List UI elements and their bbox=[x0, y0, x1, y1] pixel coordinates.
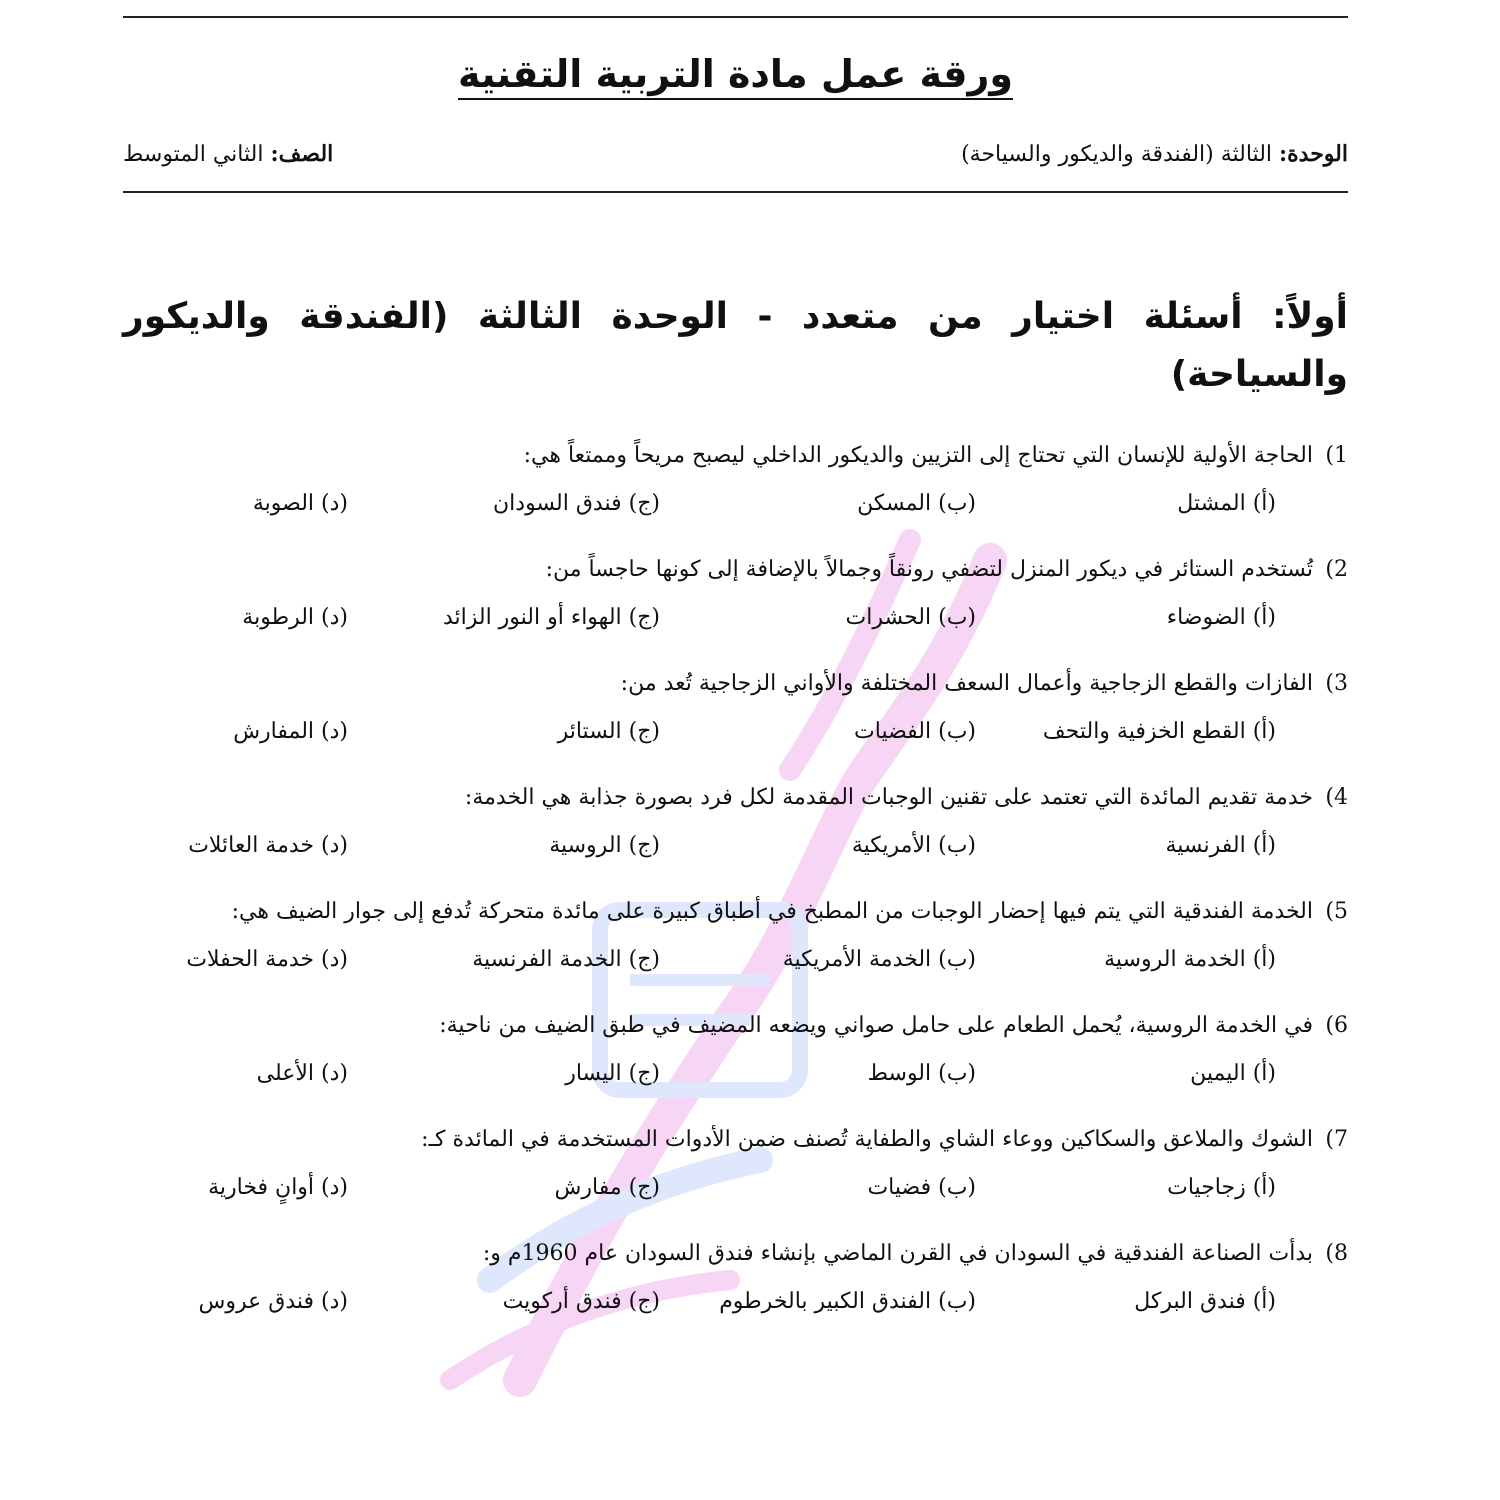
question-item bbox=[123, 660, 1348, 756]
answer-option-d[interactable]: (د) الرطوبة bbox=[242, 605, 348, 630]
question-text bbox=[123, 432, 1348, 480]
answer-option-d[interactable]: (د) فندق عروس bbox=[198, 1289, 348, 1314]
question-item bbox=[123, 1116, 1348, 1212]
question-item bbox=[123, 1230, 1348, 1326]
answer-options bbox=[123, 936, 1348, 984]
answer-option-a[interactable]: (أ) الفرنسية bbox=[1165, 833, 1276, 858]
answer-option-b[interactable]: (ب) الفندق الكبير بالخرطوم bbox=[719, 1289, 976, 1314]
question-text bbox=[123, 546, 1348, 594]
question-body: الخدمة الفندقية التي يتم فيها إحضار الوجبات من المطبخ في أطباق كبيرة على مائدة متحركة تُدفع إلى جوار الضيف هي: bbox=[231, 899, 1313, 924]
answer-options bbox=[123, 1278, 1348, 1326]
answer-option-a[interactable]: (أ) الضوضاء bbox=[1166, 605, 1276, 630]
question-item bbox=[123, 1002, 1348, 1098]
answer-option-d[interactable]: (د) أوانٍ فخارية bbox=[208, 1175, 348, 1200]
question-text bbox=[123, 774, 1348, 822]
question-body: الحاجة الأولية للإنسان التي تحتاج إلى التزيين والديكور الداخلي ليصبح مريحاً وممتعاً هي: bbox=[523, 443, 1313, 468]
grade-value: الثاني المتوسط bbox=[123, 142, 264, 167]
answer-option-c[interactable]: (ج) فندق أركويت bbox=[502, 1289, 660, 1314]
question-number: 7) bbox=[1325, 1127, 1348, 1152]
question-body: خدمة تقديم المائدة التي تعتمد على تقنين الوجبات المقدمة لكل فرد بصورة جذابة هي الخدمة: bbox=[464, 785, 1313, 810]
question-number: 3) bbox=[1325, 671, 1348, 696]
question-body: في الخدمة الروسية، يُحمل الطعام على حامل صواني ويضعه المضيف في طبق الضيف من ناحية: bbox=[439, 1013, 1313, 1038]
question-text bbox=[123, 1002, 1348, 1050]
worksheet-title bbox=[123, 48, 1348, 100]
answer-option-a[interactable]: (أ) القطع الخزفية والتحف bbox=[1042, 719, 1276, 744]
answer-option-c[interactable]: (ج) مفارش bbox=[554, 1175, 660, 1200]
question-body: بدأت الصناعة الفندقية في السودان في القرن الماضي بإنشاء فندق السودان عام 1960م و: bbox=[482, 1241, 1313, 1266]
answer-options bbox=[123, 1164, 1348, 1212]
answer-option-b[interactable]: (ب) المسكن bbox=[857, 491, 976, 516]
answer-option-b[interactable]: (ب) الوسط bbox=[867, 1061, 976, 1086]
answer-options bbox=[123, 1050, 1348, 1098]
answer-option-c[interactable]: (ج) اليسار bbox=[565, 1061, 660, 1086]
answer-option-c[interactable]: (ج) الستائر bbox=[557, 719, 660, 744]
question-body: الشوك والملاعق والسكاكين ووعاء الشاي والطفاية تُصنف ضمن الأدوات المستخدمة في المائدة كـ: bbox=[421, 1127, 1313, 1152]
answer-options bbox=[123, 708, 1348, 756]
question-item bbox=[123, 432, 1348, 528]
question-item bbox=[123, 546, 1348, 642]
section-heading: أولاً: أسئلة اختيار من متعدد - الوحدة الثالثة (الفندقة والديكور والسياحة) bbox=[123, 296, 1348, 395]
unit-label: الوحدة: bbox=[1279, 141, 1348, 167]
answer-option-c[interactable]: (ج) الروسية bbox=[549, 833, 660, 858]
question-text bbox=[123, 1230, 1348, 1278]
answer-options bbox=[123, 480, 1348, 528]
question-number: 4) bbox=[1325, 785, 1348, 810]
answer-option-b[interactable]: (ب) فضيات bbox=[867, 1175, 976, 1200]
answer-option-a[interactable]: (أ) اليمين bbox=[1190, 1061, 1276, 1086]
answer-option-b[interactable]: (ب) الحشرات bbox=[845, 605, 976, 630]
answer-options bbox=[123, 822, 1348, 870]
worksheet-meta bbox=[123, 134, 1348, 174]
answer-option-a[interactable]: (أ) الخدمة الروسية bbox=[1104, 947, 1276, 972]
question-number: 8) bbox=[1325, 1241, 1348, 1266]
answer-option-c[interactable]: (ج) الخدمة الفرنسية bbox=[472, 947, 660, 972]
answer-option-c[interactable]: (ج) فندق السودان bbox=[493, 491, 660, 516]
question-text bbox=[123, 888, 1348, 936]
header-rule bbox=[123, 191, 1348, 193]
top-rule bbox=[123, 16, 1348, 18]
answer-option-b[interactable]: (ب) الخدمة الأمريكية bbox=[782, 947, 976, 972]
answer-option-b[interactable]: (ب) الأمريكية bbox=[851, 833, 976, 858]
worksheet-page bbox=[123, 0, 1348, 1500]
answer-option-b[interactable]: (ب) الفضيات bbox=[854, 719, 976, 744]
worksheet-title-text: ورقة عمل مادة التربية التقنية bbox=[458, 52, 1013, 100]
answer-option-d[interactable]: (د) خدمة الحفلات bbox=[186, 947, 348, 972]
questions-list bbox=[123, 432, 1348, 1344]
question-number: 2) bbox=[1325, 557, 1348, 582]
question-number: 1) bbox=[1325, 443, 1348, 468]
question-text bbox=[123, 1116, 1348, 1164]
answer-option-d[interactable]: (د) المفارش bbox=[233, 719, 348, 744]
answer-option-a[interactable]: (أ) المشتل bbox=[1177, 491, 1276, 516]
answer-option-a[interactable]: (أ) زجاجيات bbox=[1167, 1175, 1276, 1200]
grade-info bbox=[123, 134, 333, 175]
question-item bbox=[123, 774, 1348, 870]
question-text bbox=[123, 660, 1348, 708]
question-item bbox=[123, 888, 1348, 984]
unit-info bbox=[961, 134, 1348, 175]
question-body: تُستخدم الستائر في ديكور المنزل لتضفي رونقاً وجمالاً بالإضافة إلى كونها حاجساً من: bbox=[545, 557, 1313, 582]
unit-value: الثالثة (الفندقة والديكور والسياحة) bbox=[961, 142, 1273, 167]
answer-option-d[interactable]: (د) الأعلى bbox=[256, 1061, 348, 1086]
answer-options bbox=[123, 594, 1348, 642]
answer-option-d[interactable]: (د) خدمة العائلات bbox=[188, 833, 348, 858]
question-number: 5) bbox=[1325, 899, 1348, 924]
question-number: 6) bbox=[1325, 1013, 1348, 1038]
answer-option-c[interactable]: (ج) الهواء أو النور الزائد bbox=[442, 605, 660, 630]
question-body: الفازات والقطع الزجاجية وأعمال السعف المختلفة والأواني الزجاجية تُعد من: bbox=[620, 671, 1313, 696]
grade-label: الصف: bbox=[270, 141, 334, 167]
answer-option-d[interactable]: (د) الصوبة bbox=[252, 491, 348, 516]
answer-option-a[interactable]: (أ) فندق البركل bbox=[1134, 1289, 1276, 1314]
